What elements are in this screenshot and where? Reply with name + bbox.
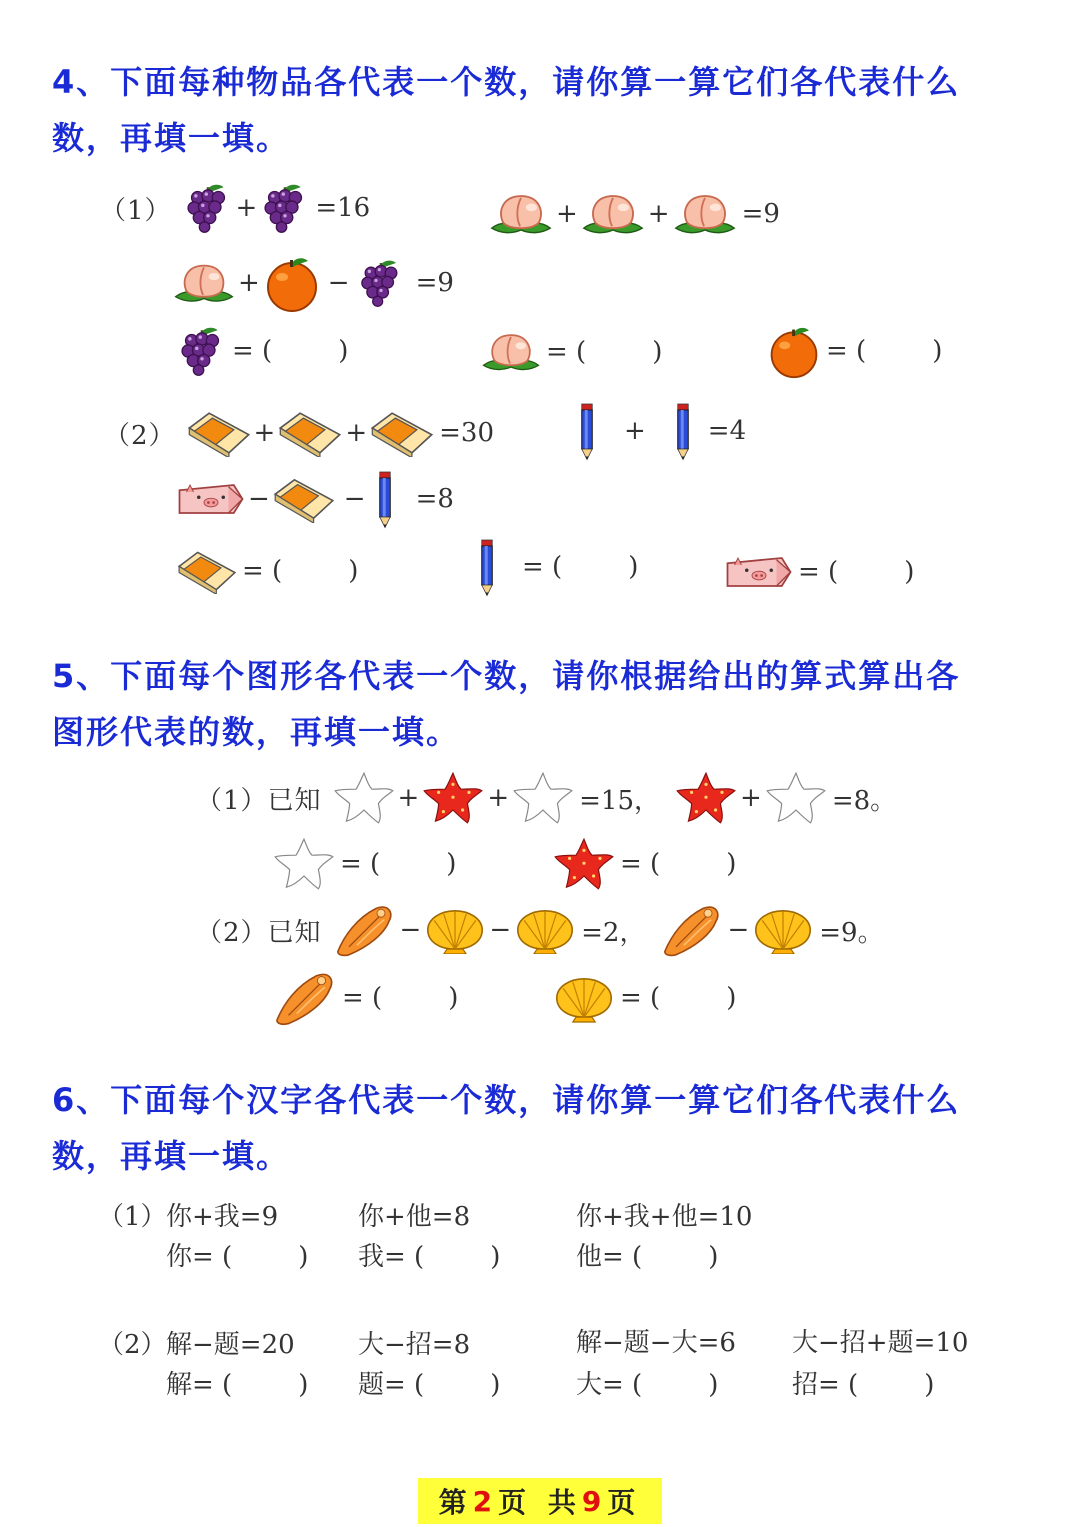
eraser-icon xyxy=(369,409,435,457)
white-star-icon xyxy=(511,769,575,827)
pig-pencil-case-icon xyxy=(176,479,246,519)
minus-sign: − xyxy=(248,484,270,514)
answer-blank[interactable]: = ( ) xyxy=(342,983,459,1013)
q4-p2-answer-pencil xyxy=(476,536,638,598)
grapes-icon xyxy=(182,180,234,236)
q4-p1-row1 xyxy=(100,178,370,238)
peach-icon xyxy=(488,190,554,238)
red-starfish-icon xyxy=(552,835,616,893)
peach-icon xyxy=(580,190,646,238)
q5-p2-answer-conch xyxy=(272,966,458,1030)
q4-p1-label: （1） xyxy=(100,195,172,226)
q6-p2-eq2: 大−招=8 xyxy=(358,1330,471,1360)
question-6-title-line2: 数，再填一填。 xyxy=(52,1137,291,1175)
q6-p1-answer-ni[interactable]: 你= ( ) xyxy=(166,1242,309,1272)
q5-p1-answer-red-star xyxy=(552,832,736,896)
q6-p2-eq4: 大−招+题=10 xyxy=(792,1328,969,1358)
q6-p1-answer-wo[interactable]: 我= ( ) xyxy=(358,1242,501,1272)
page-indicator-post: 页 xyxy=(607,1486,642,1519)
q6-p1-answer-ta[interactable]: 他= ( ) xyxy=(576,1242,719,1272)
plus-sign: + xyxy=(397,783,420,813)
plus-sign: + xyxy=(253,418,276,448)
answer-blank[interactable]: = ( ) xyxy=(242,556,359,586)
eraser-icon xyxy=(277,409,343,457)
q4-p2-answer-pig xyxy=(724,548,914,596)
q4-p1-eq2-result: =9 xyxy=(741,199,780,229)
page-indicator-pre: 第 xyxy=(438,1486,473,1519)
q4-p1-eq1-result: =16 xyxy=(315,193,371,223)
q5-p1-eq2-result: =8。 xyxy=(831,785,897,816)
q6-p1-eq1: 你+我=9 xyxy=(166,1202,279,1232)
conch-shell-icon xyxy=(272,968,338,1028)
q4-p2-answer-eraser xyxy=(176,542,358,600)
plus-sign: + xyxy=(647,199,670,229)
answer-blank[interactable]: = ( ) xyxy=(620,849,737,879)
total-page-number: 9 xyxy=(581,1484,608,1518)
answer-blank[interactable]: = ( ) xyxy=(522,552,639,582)
current-page-number: 2 xyxy=(472,1484,499,1518)
q5-p1-eq1-result: =15， xyxy=(579,785,661,816)
q4-p2-eq1-result: =30 xyxy=(439,418,495,448)
q4-p1-answer-orange xyxy=(766,320,942,382)
white-star-icon xyxy=(764,769,828,827)
minus-sign: − xyxy=(489,915,512,945)
q4-p1-answer-peach xyxy=(480,326,662,378)
minus-sign: − xyxy=(327,268,350,298)
question-5-title xyxy=(52,648,1032,760)
minus-sign: − xyxy=(343,484,366,514)
pencil-icon xyxy=(576,401,598,461)
scallop-shell-icon xyxy=(751,906,815,954)
q4-p2-label: （2） xyxy=(104,420,176,451)
minus-sign: − xyxy=(727,915,750,945)
question-5-title-line1: 5、下面每个图形各代表一个数，请你根据给出的算式算出各 xyxy=(52,657,961,695)
page-indicator xyxy=(418,1478,662,1524)
q4-p1-row1-peach-eq xyxy=(488,188,780,240)
plus-sign: + xyxy=(556,199,578,229)
pencil-icon xyxy=(672,401,694,461)
plus-sign: + xyxy=(487,783,510,813)
q5-p2-eq1-result: =2， xyxy=(581,917,646,948)
pig-pencil-case-icon xyxy=(724,552,794,592)
q5-p1-label: （1）已知 xyxy=(196,785,322,816)
plus-sign: + xyxy=(235,193,258,223)
answer-blank[interactable]: = ( ) xyxy=(340,849,457,879)
q5-p2-row1 xyxy=(196,898,884,962)
red-starfish-icon xyxy=(674,769,738,827)
question-6-title-line1: 6、下面每个汉字各代表一个数，请你算一算它们各代表什么 xyxy=(52,1081,961,1119)
question-4-title xyxy=(52,54,1032,166)
q4-p2-row2 xyxy=(176,468,454,530)
q4-p1-row2 xyxy=(172,252,454,314)
orange-icon xyxy=(766,321,822,381)
q6-p2-label: （2） xyxy=(98,1330,167,1360)
grapes-icon xyxy=(356,255,406,311)
plus-sign: + xyxy=(740,783,762,813)
peach-icon xyxy=(672,190,738,238)
q6-p2-eq1: 解−题=20 xyxy=(166,1330,295,1360)
plus-sign: + xyxy=(238,268,260,298)
answer-blank[interactable]: = ( ) xyxy=(798,557,915,587)
q5-p2-answer-scallop xyxy=(552,970,736,1026)
plus-sign: + xyxy=(624,416,646,446)
grapes-icon xyxy=(176,323,228,379)
red-starfish-icon xyxy=(421,769,485,827)
white-star-icon xyxy=(332,769,396,827)
plus-sign: + xyxy=(345,418,368,448)
q5-p1-row1 xyxy=(196,766,896,830)
conch-shell-icon xyxy=(332,902,398,958)
q5-p1-answer-white-star xyxy=(272,832,456,896)
q4-p1-eq3-result: =9 xyxy=(415,268,454,298)
answer-blank[interactable]: = ( ) xyxy=(232,336,349,366)
conch-shell-icon xyxy=(659,902,725,958)
white-star-icon xyxy=(272,835,336,893)
q6-p2-answer-zhao[interactable]: 招= ( ) xyxy=(792,1370,935,1400)
scallop-shell-icon xyxy=(513,906,577,954)
answer-blank[interactable]: = ( ) xyxy=(620,983,737,1013)
question-6-title xyxy=(52,1072,1032,1184)
orange-icon xyxy=(262,253,322,313)
q5-p2-eq2-result: =9。 xyxy=(819,917,884,948)
eraser-icon xyxy=(186,409,252,457)
peach-icon xyxy=(480,329,542,375)
q6-p2-answer-ti[interactable]: 题= ( ) xyxy=(358,1370,501,1400)
q6-p1-label: （1） xyxy=(98,1202,167,1232)
minus-sign: − xyxy=(399,915,422,945)
scallop-shell-icon xyxy=(552,973,616,1023)
q6-p1-eq3: 你+我+他=10 xyxy=(576,1202,753,1232)
answer-blank[interactable]: = ( ) xyxy=(546,337,663,367)
answer-blank[interactable]: = ( ) xyxy=(826,336,943,366)
page-indicator-mid: 页 共 xyxy=(498,1486,582,1519)
q4-p2-row1 xyxy=(104,404,494,462)
q4-p1-answer-grapes xyxy=(176,322,348,380)
q4-p2-row1-pencil-eq xyxy=(576,400,746,462)
question-4-title-line2: 数，再填一填。 xyxy=(52,119,291,157)
q6-p2-eq3: 解−题−大=6 xyxy=(576,1328,736,1358)
question-4-title-line1: 4、下面每种物品各代表一个数，请你算一算它们各代表什么 xyxy=(52,63,961,101)
eraser-icon xyxy=(272,475,336,523)
question-5-title-line2: 图形代表的数，再填一填。 xyxy=(52,713,461,751)
grapes-icon xyxy=(259,180,311,236)
q6-p2-answer-da[interactable]: 大= ( ) xyxy=(576,1370,719,1400)
scallop-shell-icon xyxy=(423,906,487,954)
q5-p2-label: （2）已知 xyxy=(196,917,322,948)
q6-p1-eq2: 你+他=8 xyxy=(358,1202,471,1232)
pencil-icon xyxy=(374,469,396,529)
eraser-icon xyxy=(176,548,238,594)
q4-p2-eq2-result: =4 xyxy=(707,416,747,446)
q4-p2-eq3-result: =8 xyxy=(415,484,454,514)
pencil-icon xyxy=(476,537,498,597)
q6-p2-answer-jie[interactable]: 解= ( ) xyxy=(166,1370,309,1400)
peach-icon xyxy=(172,259,236,307)
